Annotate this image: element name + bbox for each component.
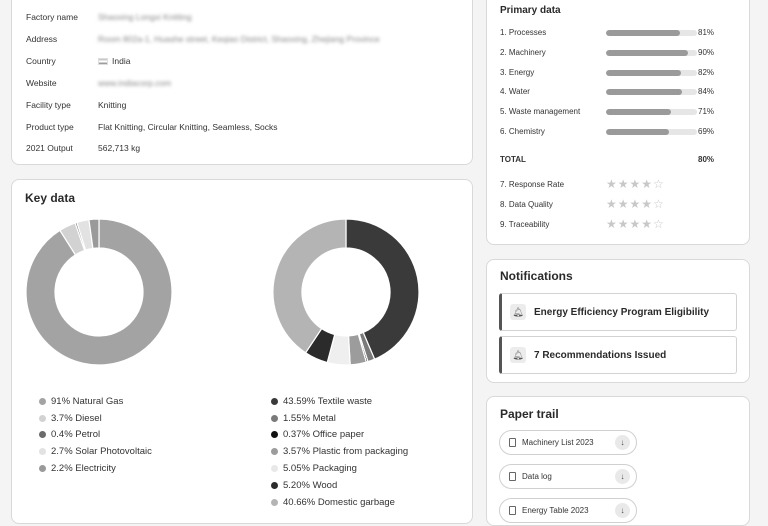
rating-label: 8. Data Quality [500, 200, 553, 209]
doc-name: Energy Table 2023 [522, 506, 589, 515]
factory-info-card [11, 0, 473, 165]
legend-label: 0.4% Petrol [51, 429, 101, 441]
legend-label: 0.37% Office paper [283, 429, 365, 441]
output-value: 562,713 kg [98, 143, 141, 153]
primary-data-row [500, 26, 740, 40]
legend-dot-icon [39, 465, 46, 472]
primary-data-percent: 81% [698, 28, 715, 37]
primary-data-percent: 69% [698, 127, 715, 136]
progress-bar [606, 70, 697, 76]
address-value: Room 802a-1, Huashe street, Keqiao District, Shaoxing, Zhejiang Province [98, 34, 380, 44]
energy-legend [39, 393, 152, 477]
legend-label: 91% Natural Gas [51, 395, 124, 407]
legend-item-domestic-garbage [271, 494, 408, 511]
star-rating-icon: ★★★★☆ [606, 177, 665, 191]
bell-icon: 🔔︎ [510, 304, 526, 320]
legend-label: 43.59% Textile waste [283, 395, 373, 407]
primary-data-label: 3. Energy [500, 68, 535, 77]
legend-item-office-paper [271, 427, 408, 444]
legend-label: 5.05% Packaging [283, 463, 357, 475]
waste-legend [271, 393, 408, 511]
legend-item-diesel [39, 410, 152, 427]
total-row [500, 153, 740, 167]
primary-data-row [500, 46, 740, 60]
legend-label: 3.7% Diesel [51, 412, 102, 424]
notifications-card [486, 259, 750, 383]
legend-dot-icon [271, 415, 278, 422]
legend-label: 1.55% Metal [283, 412, 336, 424]
product-type-value: Flat Knitting, Circular Knitting, Seamless, Socks [98, 122, 278, 132]
legend-item-solar-photovoltaic [39, 443, 152, 460]
rating-row [500, 178, 740, 192]
download-icon[interactable]: ↓ [615, 503, 630, 518]
legend-dot-icon [271, 398, 278, 405]
primary-data-percent: 84% [698, 87, 715, 96]
facility-type-key: Facility type [26, 100, 71, 110]
legend-label: 2.7% Solar Photovoltaic [51, 446, 152, 458]
energy-donut-chart [25, 218, 173, 366]
legend-dot-icon [271, 431, 278, 438]
factory-name-key: Factory name [26, 12, 78, 22]
notification-energy-efficiency[interactable] [499, 293, 737, 331]
notifications-title: Notifications [500, 269, 573, 283]
legend-item-electricity [39, 460, 152, 477]
primary-data-label: 4. Water [500, 87, 530, 96]
legend-dot-icon [39, 415, 46, 422]
file-icon [509, 472, 516, 481]
legend-item-wood [271, 477, 408, 494]
primary-data-card [486, 0, 750, 245]
primary-data-row [500, 85, 740, 99]
legend-label: 5.20% Wood [283, 479, 338, 491]
download-icon[interactable]: ↓ [615, 435, 630, 450]
waste-donut-chart [272, 218, 420, 366]
country-key: Country [26, 56, 56, 66]
legend-item-petrol [39, 427, 152, 444]
download-icon[interactable]: ↓ [615, 469, 630, 484]
doc-data-log[interactable] [499, 464, 637, 489]
notification-text: Energy Efficiency Program Eligibility [534, 306, 710, 318]
progress-fill [606, 129, 669, 135]
legend-dot-icon [271, 499, 278, 506]
doc-energy-table[interactable] [499, 498, 637, 523]
primary-data-label: 2. Machinery [500, 48, 546, 57]
website-key: Website [26, 78, 57, 88]
star-rating-icon: ★★★★☆ [606, 217, 665, 231]
key-data-card [11, 179, 473, 524]
legend-item-packaging [271, 460, 408, 477]
donut-slice-domestic-garbage[interactable] [273, 219, 346, 353]
legend-dot-icon [271, 465, 278, 472]
file-icon [509, 438, 516, 447]
legend-label: 40.66% Domestic garbage [283, 496, 395, 508]
paper-trail-card [486, 396, 750, 526]
progress-bar [606, 50, 697, 56]
progress-fill [606, 70, 681, 76]
progress-bar [606, 89, 697, 95]
notification-recommendations[interactable] [499, 336, 737, 374]
key-data-title: Key data [25, 191, 76, 205]
primary-data-label: 5. Waste management [500, 107, 581, 116]
progress-bar [606, 129, 697, 135]
paper-trail-title: Paper trail [500, 407, 559, 421]
doc-name: Machinery List 2023 [522, 438, 594, 447]
total-value: 80% [698, 155, 715, 164]
country-value: India [112, 56, 131, 66]
rating-label: 7. Response Rate [500, 180, 565, 189]
legend-item-plastic-packaging [271, 443, 408, 460]
primary-data-percent: 90% [698, 48, 715, 57]
doc-machinery-list[interactable] [499, 430, 637, 455]
legend-dot-icon [271, 482, 278, 489]
primary-data-label: 6. Chemistry [500, 127, 545, 136]
legend-item-textile-waste [271, 393, 408, 410]
address-key: Address [26, 34, 58, 44]
primary-data-row [500, 125, 740, 139]
progress-bar [606, 109, 697, 115]
legend-dot-icon [39, 431, 46, 438]
progress-fill [606, 109, 671, 115]
legend-dot-icon [271, 448, 278, 455]
doc-name: Data log [522, 472, 552, 481]
country-value-wrap [98, 56, 130, 66]
progress-fill [606, 89, 682, 95]
progress-fill [606, 30, 680, 36]
factory-name-value: Shaoxing Longxi Knitting [98, 12, 192, 22]
notification-text: 7 Recommendations Issued [534, 349, 667, 361]
facility-type-value: Knitting [98, 100, 127, 110]
bell-icon: 🔔︎ [510, 347, 526, 363]
india-flag-icon [98, 58, 108, 65]
product-type-key: Product type [26, 122, 74, 132]
progress-bar [606, 30, 697, 36]
primary-data-row [500, 105, 740, 119]
output-key: 2021 Output [26, 143, 73, 153]
rating-row [500, 198, 740, 212]
total-label: TOTAL [500, 155, 526, 164]
legend-dot-icon [39, 448, 46, 455]
rating-row [500, 218, 740, 232]
website-link[interactable]: www.indiacorp.com [98, 78, 172, 88]
legend-label: 2.2% Electricity [51, 463, 116, 475]
legend-dot-icon [39, 398, 46, 405]
primary-data-row [500, 66, 740, 80]
rating-label: 9. Traceability [500, 220, 550, 229]
progress-fill [606, 50, 688, 56]
star-rating-icon: ★★★★☆ [606, 197, 665, 211]
primary-data-label: 1. Processes [500, 28, 547, 37]
legend-item-metal [271, 410, 408, 427]
primary-data-title: Primary data [500, 5, 561, 16]
primary-data-percent: 71% [698, 107, 715, 116]
legend-label: 3.57% Plastic from packaging [283, 446, 409, 458]
file-icon [509, 506, 516, 515]
primary-data-percent: 82% [698, 68, 715, 77]
legend-item-natural-gas [39, 393, 152, 410]
